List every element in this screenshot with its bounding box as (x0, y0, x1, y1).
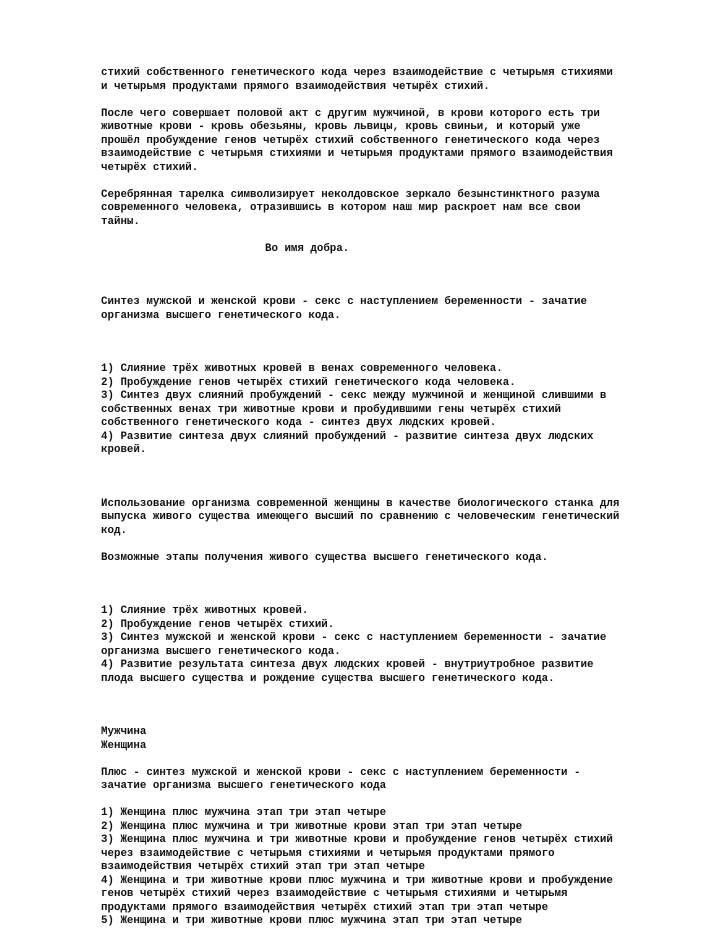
text-line: Серебрянная тарелка символизирует неколдовское зеркало безынстинктного разума (101, 188, 600, 201)
list-combinations (101, 807, 688, 929)
text-line: Женщина (101, 739, 147, 752)
text-line: взаимодействие с четырьмя стихиями и четырьмя продуктами прямого взаимодействия (101, 148, 613, 160)
list-item: 2) Пробуждение генов четырёх стихий генетического кода человека. (101, 376, 516, 389)
list-item: 3) Синтез мужской и женской крови - секс с наступлением беременности - зачатие (101, 632, 607, 644)
paragraph-man-woman (101, 726, 688, 753)
list-item: 2) Пробуждение генов четырёх стихий. (101, 618, 335, 631)
text-line: тайны. (101, 215, 140, 228)
paragraph-silver-plate (101, 189, 688, 230)
text-line: прошёл пробуждение генов четырёх стихий собственного генетического кода через (101, 134, 600, 147)
text-line: современного человека, отразившись в котором наш мир раскроет нам все свои (101, 202, 581, 214)
text-line: код. (101, 524, 127, 537)
list-item: 4) Развитие синтеза двух слияний пробуждений - развитие синтеза двух людских (101, 430, 594, 443)
text-line: Возможные этапы получения живого существа высшего генетического кода. (101, 551, 549, 564)
list-item: 4) Женщина и три животные крови плюс мужчина и три животные крови и пробуждение (101, 874, 613, 887)
paragraph-blood-act (101, 108, 688, 176)
text-line: Использование организма современной женщины в качестве биологического станка для (101, 497, 620, 510)
list-item: плода высшего существа и рождение существа высшего генетического кода. (101, 672, 555, 685)
list-item: собственного генетического кода - синтез двух людских кровей. (101, 417, 497, 429)
text-line: и четырьмя продуктами прямого взаимодействия четырёх стихий. (101, 80, 490, 93)
text-line: зачатие организма высшего генетического кода (101, 780, 387, 792)
list-item: через взаимодействие с четырьмя стихиями и четырьмя продуктами прямого (101, 847, 555, 860)
list-item: 3) Синтез двух слияний пробуждений - секс между мужчиной и женщиной слившими в (101, 390, 607, 402)
paragraph-biological-machine (101, 498, 688, 539)
paragraph-synthesis-heading (101, 296, 688, 323)
list-item: продуктами прямого взаимодействия четырёх стихий этап три этап четыре (101, 901, 549, 914)
paragraph-plus-synthesis (101, 767, 688, 794)
list-item: 5) Женщина и три животные крови плюс мужчина этап три этап четыре (101, 915, 523, 927)
text-line: стихий собственного генетического кода через взаимодействие с четырьмя стихиями (101, 67, 613, 79)
text-line: После чего совершает половой акт с другим мужчиной, в крови которого есть три (101, 107, 600, 120)
list-item: 3) Женщина плюс мужчина и три животные крови и пробуждение генов четырёх стихий (101, 834, 613, 846)
list-item: взаимодействия четырёх стихий этап три этап четыре (101, 861, 425, 873)
text-line: выпуска живого существа имеющего высший по сравнению с человеческим генетический (101, 511, 620, 523)
list-synthesis-stages (101, 363, 688, 458)
list-item: 2) Женщина плюс мужчина и три животные крови этап три этап четыре (101, 820, 523, 833)
paragraph-elements-intro (101, 67, 688, 94)
list-item: 1) Слияние трёх животных кровей. (101, 605, 309, 617)
text-line: четырёх стихий. (101, 161, 199, 174)
list-item: собственных венах три животные крови и пробудившими гены четырёх стихий (101, 403, 562, 416)
list-item: 1) Женщина плюс мужчина этап три этап четыре (101, 807, 387, 819)
text-line: Плюс - синтез мужской и женской крови - секс с наступлением беременности - (101, 766, 581, 779)
list-item: 1) Слияние трёх животных кровей в венах современного человека. (101, 363, 503, 375)
list-item: кровей. (101, 444, 147, 456)
text-line: Синтез мужской и женской крови - секс с наступлением беременности - зачатие (101, 296, 587, 308)
paragraph-possible-stages (101, 552, 688, 566)
text-line: животные крови - кровь обезьяны, кровь львицы, кровь свиньи, и который уже (101, 121, 581, 133)
text-line: Мужчина (101, 726, 147, 738)
paragraph-in-the-name-of-good (101, 243, 688, 257)
list-item: 4) Развитие результата синтеза двух людских кровей - внутриутробное развитие (101, 659, 594, 671)
text-line: организма высшего генетического кода. (101, 309, 341, 322)
text-line: Во имя добра. (265, 242, 350, 255)
list-obtaining-stages (101, 605, 688, 686)
list-item: генов четырёх стихий через взаимодействие с четырьмя стихиями и четырьмя (101, 888, 568, 900)
list-item: организма высшего генетического кода. (101, 645, 341, 658)
